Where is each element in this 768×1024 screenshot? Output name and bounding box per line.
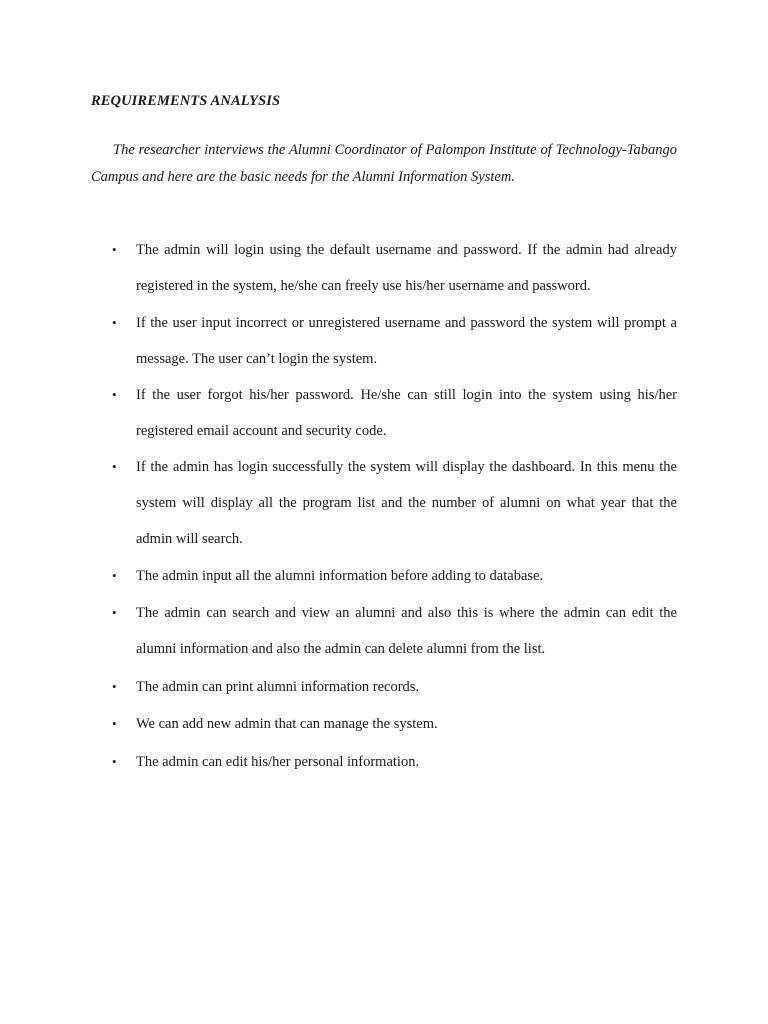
requirement-item xyxy=(112,595,677,667)
requirement-item xyxy=(112,232,677,304)
bullet-icon: • xyxy=(112,605,117,620)
requirement-text: The admin will login using the default username and password. If the admin had already registered in the system, he/she can freely use his/her username and password. xyxy=(136,242,677,294)
requirement-item xyxy=(112,305,677,377)
bullet-icon: • xyxy=(112,387,117,402)
section-heading: REQUIREMENTS ANALYSIS xyxy=(91,93,281,109)
requirement-item xyxy=(112,669,677,705)
bullet-icon: • xyxy=(112,242,117,257)
bullet-icon: • xyxy=(112,315,117,330)
bullet-icon: • xyxy=(112,459,117,474)
requirement-text: The admin can edit his/her personal information. xyxy=(136,754,420,770)
requirement-text: The admin input all the alumni information before adding to database. xyxy=(136,568,544,584)
requirement-text: The admin can search and view an alumni and also this is where the admin can edit the alumni information and also the admin can delete alumni from the list. xyxy=(136,605,677,657)
requirement-text: The admin can print alumni information records. xyxy=(136,679,420,695)
requirement-item xyxy=(112,744,677,780)
bullet-icon: • xyxy=(112,754,117,769)
intro-paragraph: The researcher interviews the Alumni Coordinator of Palompon Institute of Technology-Tabango Campus and here are the basic needs for the Alumni Information System. xyxy=(91,142,677,185)
requirement-text: We can add new admin that can manage the system. xyxy=(136,716,438,732)
bullet-icon: • xyxy=(112,716,117,731)
bullet-icon: • xyxy=(112,568,117,583)
requirement-text: If the user forgot his/her password. He/she can still login into the system using his/her registered email account and security code. xyxy=(136,387,677,439)
requirement-item xyxy=(112,706,677,742)
requirement-text: If the user input incorrect or unregistered username and password the system will prompt a message. The user can’t login the system. xyxy=(136,315,677,367)
requirement-item xyxy=(112,449,677,557)
requirement-text: If the admin has login successfully the system will display the dashboard. In this menu the system will display all the program list and the number of alumni on what year that the admin will search. xyxy=(136,459,677,547)
requirement-item xyxy=(112,377,677,449)
bullet-icon: • xyxy=(112,679,117,694)
requirement-item xyxy=(112,558,677,594)
